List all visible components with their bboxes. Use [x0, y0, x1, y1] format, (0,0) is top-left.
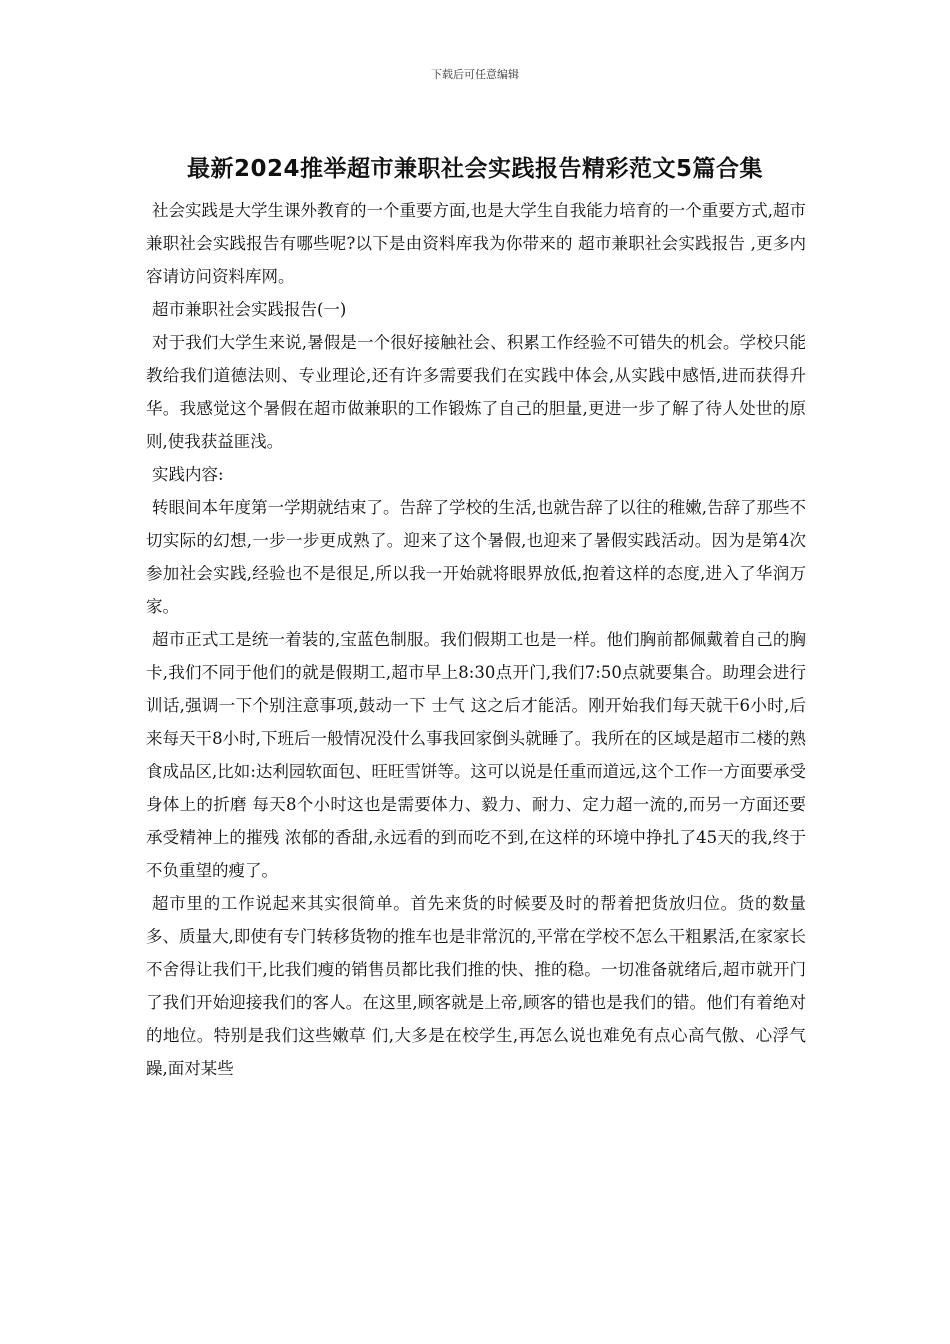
paragraph: 对于我们大学生来说,暑假是一个很好接触社会、积累工作经验不可错失的机会。学校只能教给我们道德法则、专业理论,还有许多需要我们在实践中体会,从实践中感悟,进而获得升华。我感觉这个暑假在超市做兼职的工作锻炼了自己的胆量,更进一步了解了待人处世的原则,使我获益匪浅。 [146, 333, 806, 451]
paragraph: 超市里的工作说起来其实很简单。首先来货的时候要及时的帮着把货放归位。货的数量多、质量大,即使有专门转移货物的推车也是非常沉的,平常在学校不怎么干粗累活,在家家长不舍得让我们干,比我们瘦的销售员都比我们推的快、推的稳。一切准备就绪后,超市就开门了我们开始迎接我们的客人。在这里,顾客就是上帝,顾客的错也是我们的错。他们有着绝对的地位。特别是我们这些嫩草 们,大多是在校学生,再怎么说也难免有点心高气傲、心浮气躁,面对某些 [146, 894, 806, 1078]
section-heading: 实践内容: [152, 465, 224, 484]
paragraph: 转眼间本年度第一学期就结束了。告辞了学校的生活,也就告辞了以往的稚嫩,告辞了那些不切实际的幻想,一步一步更成熟了。迎来了这个暑假,也迎来了暑假实践活动。因为是第4次参加社会实践,经验也不是很足,所以我一开始就将眼界放低,抱着这样的态度,进入了华润万家。 [146, 498, 806, 616]
section-heading: 超市兼职社会实践报告(一) [152, 300, 347, 319]
page-header: 下载后可任意编辑 [431, 68, 519, 81]
paragraph: 超市正式工是统一着装的,宝蓝色制服。我们假期工也是一样。他们胸前都佩戴着自己的胸卡,我们不同于他们的就是假期工,超市早上8:30点开门,我们7:50点就要集合。助理会进行训话,强调一下个别注意事项,鼓动一下 士气 这之后才能活。刚开始我们每天就干6小时,后来每天干8小时,下班后一般情况没什么事我回家倒头就睡了。我所在的区域是超市二楼的熟食成品区,比如:达利园软面包、旺旺雪饼等。这可以说是任重而道远,这个工作一方面要承受身体上的折磨 每天8个小时这也是需要体力、毅力、耐力、定力超一流的,而另一方面还要承受精神上的摧残 浓郁的香甜,永远看的到而吃不到,在这样的环境中挣扎了45天的我,终于不负重望的瘦了。 [146, 630, 806, 880]
document-body [146, 194, 806, 1085]
document-title: 最新2024推举超市兼职社会实践报告精彩范文5篇合集 [186, 156, 764, 182]
paragraph: 社会实践是大学生课外教育的一个重要方面,也是大学生自我能力培育的一个重要方式,超市兼职社会实践报告有哪些呢?以下是由资料库我为你带来的 超市兼职社会实践报告 ,更多内容请访问资料库网。 [146, 201, 806, 286]
